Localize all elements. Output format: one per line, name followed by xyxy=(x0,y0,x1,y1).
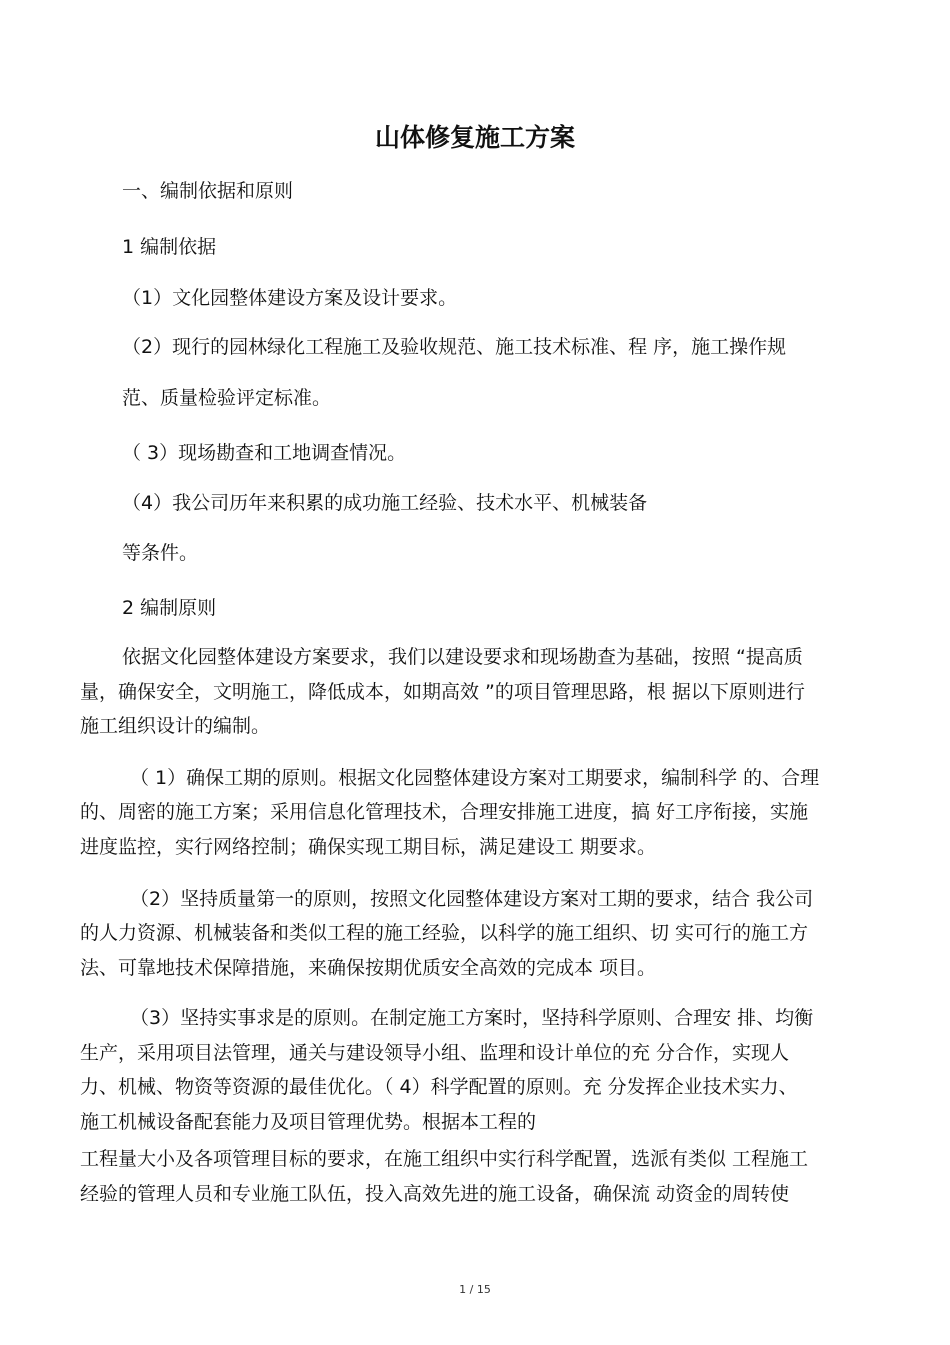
paragraph-line: 施工机械设备配套能力及项目管理优势。根据本工程的 xyxy=(80,1111,537,1133)
basis-item-continuation: 等条件。 xyxy=(122,542,199,564)
paragraph-line: （3）坚持实事求是的原则。在制定施工方案时，坚持科学原则、合理安 排、均衡 xyxy=(130,1007,814,1029)
section-heading: 一、编制依据和原则 xyxy=(122,180,294,202)
basis-item: （ 3）现场勘查和工地调查情况。 xyxy=(122,442,407,464)
paragraph-line: 的、周密的施工方案；采用信息化管理技术，合理安排施工进度，搞 好工序衔接，实施 xyxy=(80,801,809,823)
paragraph-line: 量，确保安全，文明施工，降低成本，如期高效 ”的项目管理思路，根 据以下原则进行 xyxy=(80,681,805,703)
page-title: 山体修复施工方案 xyxy=(374,123,575,152)
paragraph-line: （ 1）确保工期的原则。根据文化园整体建设方案对工期要求，编制科学 的、合理 xyxy=(130,767,820,789)
subsection-heading: 1 编制依据 xyxy=(122,236,217,258)
basis-item-continuation: 范、质量检验评定标准。 xyxy=(122,387,332,409)
paragraph-line: 法、可靠地技术保障措施，来确保按期优质安全高效的完成本 项目。 xyxy=(80,957,657,979)
paragraph-line: 生产，采用项目法管理，通关与建设领导小组、监理和设计单位的充 分合作，实现人 xyxy=(80,1042,790,1064)
page-number: 1 / 15 xyxy=(459,1283,491,1296)
paragraph-line: 依据文化园整体建设方案要求，我们以建设要求和现场勘查为基础，按照 “提高质 xyxy=(122,646,803,668)
paragraph-line: 工程量大小及各项管理目标的要求，在施工组织中实行科学配置，选派有类似 工程施工 xyxy=(80,1148,809,1170)
paragraph-line: 经验的管理人员和专业施工队伍，投入高效先进的施工设备，确保流 动资金的周转使 xyxy=(80,1183,790,1205)
basis-item: （2）现行的园林绿化工程施工及验收规范、施工技术标准、程 序，施工操作规 xyxy=(122,336,787,358)
paragraph-line: 力、机械、物资等资源的最佳优化。（ 4）科学配置的原则。充 分发挥企业技术实力、 xyxy=(80,1076,798,1098)
basis-item: （4）我公司历年来积累的成功施工经验、技术水平、机械装备 xyxy=(122,492,648,514)
subsection-heading: 2 编制原则 xyxy=(122,597,217,619)
paragraph-line: 进度监控，实行网络控制；确保实现工期目标，满足建设工 期要求。 xyxy=(80,836,657,858)
basis-item: （1）文化园整体建设方案及设计要求。 xyxy=(122,287,458,309)
paragraph-line: 的人力资源、机械装备和类似工程的施工经验，以科学的施工组织、切 实可行的施工方 xyxy=(80,922,809,944)
paragraph-line: 施工组织设计的编制。 xyxy=(80,715,271,737)
paragraph-line: （2）坚持质量第一的原则，按照文化园整体建设方案对工期的要求，结合 我公司 xyxy=(130,888,814,910)
